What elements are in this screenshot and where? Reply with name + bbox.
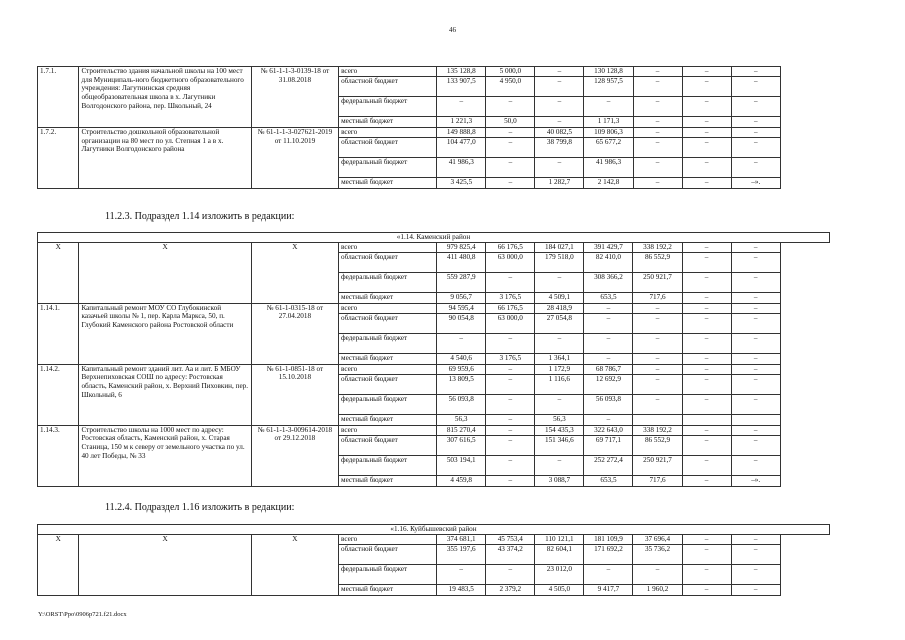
- amount-cell: 1 282,7: [535, 178, 584, 189]
- funding-source: всего: [339, 364, 437, 374]
- amount-cell: 86 552,9: [633, 252, 682, 272]
- amount-cell: 3 425,5: [437, 178, 486, 189]
- amount-cell: 250 921,7: [633, 272, 682, 292]
- table-row: [38, 534, 830, 544]
- amount-cell: 653,5: [584, 292, 633, 303]
- amount-cell: 69 959,6: [437, 364, 486, 374]
- amount-cell: –: [486, 333, 535, 353]
- amount-cell: –: [535, 67, 584, 77]
- budget-table-section-1-7: [37, 66, 830, 189]
- item-number: 1.14.2.: [38, 364, 79, 425]
- amount-cell: –: [731, 138, 780, 158]
- amount-cell: 338 192,2: [633, 425, 682, 435]
- amount-cell: –: [731, 425, 780, 435]
- funding-source: федеральный бюджет: [339, 394, 437, 414]
- amount-cell: –: [731, 97, 780, 117]
- amount-cell: 4 540,6: [437, 353, 486, 364]
- amount-cell: 56,3: [437, 414, 486, 425]
- amount-cell: 154 435,3: [535, 425, 584, 435]
- funding-source: местный бюджет: [339, 584, 437, 595]
- amount-cell: 9 056,7: [437, 292, 486, 303]
- funding-source: всего: [339, 303, 437, 313]
- amount-cell: 12 692,9: [584, 374, 633, 394]
- object-name: Строительство школы на 1000 мест по адресу: Ростовская область, Каменский район, х. Старая Станица, 150 м к северу от земельного участка по ул. 40 лет Победы, № 33: [79, 425, 251, 486]
- object-name: Х: [79, 534, 251, 595]
- amount-cell: 815 270,4: [437, 425, 486, 435]
- amount-cell: –: [486, 158, 535, 178]
- amount-cell: 4 459,8: [437, 475, 486, 486]
- amount-cell: –: [633, 117, 682, 128]
- amount-cell: –: [633, 128, 682, 138]
- amount-cell: 69 717,1: [584, 435, 633, 455]
- amount-cell: 56 093,8: [437, 394, 486, 414]
- funding-source: федеральный бюджет: [339, 158, 437, 178]
- amount-cell: 307 616,5: [437, 435, 486, 455]
- amount-cell: 374 681,1: [437, 534, 486, 544]
- amount-cell: 4 950,0: [486, 77, 535, 97]
- funding-source: федеральный бюджет: [339, 455, 437, 475]
- amount-cell: –: [731, 67, 780, 77]
- amount-cell: 1 364,1: [535, 353, 584, 364]
- amount-cell: 4 505,0: [535, 584, 584, 595]
- funding-source: всего: [339, 128, 437, 138]
- table-row: [38, 303, 830, 313]
- amount-cell: –: [486, 425, 535, 435]
- amount-cell: –: [682, 97, 731, 117]
- table-row: [38, 364, 830, 374]
- expertise-conclusion: Х: [251, 534, 338, 595]
- amount-cell: –: [535, 333, 584, 353]
- amount-cell: 135 128,8: [437, 67, 486, 77]
- amount-cell: –: [731, 128, 780, 138]
- funding-source: областной бюджет: [339, 138, 437, 158]
- amount-cell: –: [486, 128, 535, 138]
- amount-cell: –: [731, 374, 780, 394]
- amount-cell: 128 957,5: [584, 77, 633, 97]
- amount-cell: –: [682, 425, 731, 435]
- amount-cell: 653,5: [584, 475, 633, 486]
- amount-cell: 149 888,8: [437, 128, 486, 138]
- amount-cell: –: [682, 564, 731, 584]
- amount-cell: –: [486, 564, 535, 584]
- amount-cell: –: [682, 394, 731, 414]
- amount-cell: –: [682, 252, 731, 272]
- amount-cell: –: [633, 303, 682, 313]
- amount-cell: 109 806,3: [584, 128, 633, 138]
- amount-cell: –: [584, 333, 633, 353]
- amount-cell: –».: [731, 178, 780, 189]
- amount-cell: –: [633, 374, 682, 394]
- amount-cell: 717,6: [633, 292, 682, 303]
- amount-cell: –: [535, 394, 584, 414]
- amount-cell: 3 176,5: [486, 292, 535, 303]
- object-name: Строительство здания начальной школы на 100 мест для Муниципаль-ного бюджетного образовательного учреждения: Лагутнинская средняя общеобразовательная школа в х. Лагутники Волгодонского района, пер. Школьный, 24: [79, 67, 251, 128]
- object-name: Строительство дошкольной образовательной организации на 80 мест по ул. Степная 1 а в х. Лагутники Волгодонского района: [79, 128, 251, 189]
- amount-cell: –: [486, 414, 535, 425]
- funding-source: местный бюджет: [339, 292, 437, 303]
- amount-cell: 252 272,4: [584, 455, 633, 475]
- amount-cell: 179 518,0: [535, 252, 584, 272]
- amount-cell: 130 128,8: [584, 67, 633, 77]
- amount-cell: 1 171,3: [584, 117, 633, 128]
- amount-cell: –: [633, 138, 682, 158]
- amount-cell: –: [682, 303, 731, 313]
- amount-cell: –: [633, 313, 682, 333]
- budget-table-kamensky: [37, 232, 830, 487]
- amount-cell: –: [731, 292, 780, 303]
- district-title: «1.16. Куйбышевский район: [38, 525, 830, 535]
- amount-cell: 181 109,9: [584, 534, 633, 544]
- amount-cell: 151 346,6: [535, 435, 584, 455]
- amount-cell: 63 000,0: [486, 313, 535, 333]
- expertise-conclusion: № 61-1-1-3-027621-2019 от 11.10.2019: [251, 128, 338, 189]
- district-title: «1.14. Каменский район: [38, 233, 830, 243]
- amount-cell: –: [682, 117, 731, 128]
- amount-cell: 110 121,1: [535, 534, 584, 544]
- amount-cell: –: [682, 374, 731, 394]
- amount-cell: 322 643,0: [584, 425, 633, 435]
- amount-cell: –: [633, 364, 682, 374]
- amount-cell: –: [584, 97, 633, 117]
- amount-cell: 3 088,7: [535, 475, 584, 486]
- item-number: Х: [38, 534, 79, 595]
- amount-cell: –: [682, 138, 731, 158]
- amount-cell: –: [731, 394, 780, 414]
- amount-cell: –: [682, 313, 731, 333]
- amount-cell: 68 786,7: [584, 364, 633, 374]
- amount-cell: –: [731, 242, 780, 252]
- amount-cell: –: [682, 475, 731, 486]
- amount-cell: 559 287,9: [437, 272, 486, 292]
- item-number: 1.7.1.: [38, 67, 79, 128]
- amount-cell: 43 374,2: [486, 544, 535, 564]
- amount-cell: 63 000,0: [486, 252, 535, 272]
- amount-cell: 28 418,9: [535, 303, 584, 313]
- amount-cell: 104 477,0: [437, 138, 486, 158]
- page-number: 46: [449, 26, 456, 34]
- amount-cell: –: [682, 435, 731, 455]
- amount-cell: –: [584, 564, 633, 584]
- amount-cell: 184 027,1: [535, 242, 584, 252]
- funding-source: федеральный бюджет: [339, 97, 437, 117]
- funding-source: всего: [339, 425, 437, 435]
- amount-cell: –: [731, 435, 780, 455]
- amount-cell: 41 986,3: [584, 158, 633, 178]
- amount-cell: –: [535, 158, 584, 178]
- amount-cell: 56 093,8: [584, 394, 633, 414]
- amount-cell: –: [633, 394, 682, 414]
- amount-cell: –: [535, 117, 584, 128]
- expertise-conclusion: № 61-1-1-3-0139-18 от 31.08.2018: [251, 67, 338, 128]
- table-row: [38, 242, 830, 252]
- amount-cell: 308 366,2: [584, 272, 633, 292]
- amount-cell: 250 921,7: [633, 455, 682, 475]
- section-heading-1-16: 11.2.4. Подраздел 1.16 изложить в редакции:: [105, 502, 295, 513]
- amount-cell: [731, 414, 780, 425]
- amount-cell: –: [731, 303, 780, 313]
- amount-cell: 82 410,0: [584, 252, 633, 272]
- amount-cell: –: [486, 97, 535, 117]
- item-number: 1.7.2.: [38, 128, 79, 189]
- funding-source: всего: [339, 534, 437, 544]
- amount-cell: –: [682, 534, 731, 544]
- expertise-conclusion: № 61-1-1-3-009614-2018 от 29.12.2018: [251, 425, 338, 486]
- amount-cell: –: [486, 394, 535, 414]
- amount-cell: 66 176,5: [486, 303, 535, 313]
- amount-cell: 27 054,8: [535, 313, 584, 333]
- amount-cell: –: [731, 544, 780, 564]
- budget-table-kuibyshevsky: [37, 524, 830, 596]
- item-number: 1.14.3.: [38, 425, 79, 486]
- funding-source: местный бюджет: [339, 353, 437, 364]
- amount-cell: –: [731, 333, 780, 353]
- amount-cell: –: [731, 117, 780, 128]
- amount-cell: –: [731, 455, 780, 475]
- expertise-conclusion: № 61-1-0315-18 от 27.04.2018: [251, 303, 338, 364]
- amount-cell: 979 825,4: [437, 242, 486, 252]
- amount-cell: –: [633, 353, 682, 364]
- object-name: Х: [79, 242, 251, 303]
- amount-cell: 503 194,1: [437, 455, 486, 475]
- funding-source: федеральный бюджет: [339, 272, 437, 292]
- amount-cell: –: [437, 333, 486, 353]
- amount-cell: –: [731, 364, 780, 374]
- amount-cell: –: [682, 333, 731, 353]
- amount-cell: 133 907,5: [437, 77, 486, 97]
- amount-cell: –: [535, 455, 584, 475]
- amount-cell: –: [682, 292, 731, 303]
- table-row: [38, 67, 830, 77]
- funding-source: местный бюджет: [339, 414, 437, 425]
- amount-cell: 82 604,1: [535, 544, 584, 564]
- amount-cell: –: [486, 272, 535, 292]
- amount-cell: 717,6: [633, 475, 682, 486]
- amount-cell: –: [584, 313, 633, 333]
- amount-cell: –: [682, 544, 731, 564]
- amount-cell: –: [682, 178, 731, 189]
- item-number: 1.14.1.: [38, 303, 79, 364]
- amount-cell: –: [682, 67, 731, 77]
- amount-cell: 50,0: [486, 117, 535, 128]
- amount-cell: [633, 414, 682, 425]
- amount-cell: –: [731, 77, 780, 97]
- expertise-conclusion: № 61-1-0851-18 от 15.10.2018: [251, 364, 338, 425]
- amount-cell: 37 696,4: [633, 534, 682, 544]
- funding-source: местный бюджет: [339, 475, 437, 486]
- amount-cell: 338 192,2: [633, 242, 682, 252]
- object-name: Капитальный ремонт МОУ СО Глубокинской казачьей школы № 1, пер. Карла Маркса, 50, п. Глубокий Каменского района Ростовской области: [79, 303, 251, 364]
- amount-cell: –: [535, 97, 584, 117]
- amount-cell: 86 552,9: [633, 435, 682, 455]
- amount-cell: –: [682, 455, 731, 475]
- amount-cell: 1 172,9: [535, 364, 584, 374]
- table-row: [38, 128, 830, 138]
- file-path-footer: Y:\ORST\Ppo\0906p721.f21.docx: [38, 611, 127, 618]
- amount-cell: –: [731, 564, 780, 584]
- table-row: [38, 425, 830, 435]
- amount-cell: 411 480,8: [437, 252, 486, 272]
- section-heading-1-14: 11.2.3. Подраздел 1.14 изложить в редакции:: [105, 211, 295, 222]
- amount-cell: 5 000,0: [486, 67, 535, 77]
- amount-cell: –: [584, 303, 633, 313]
- amount-cell: –: [731, 584, 780, 595]
- amount-cell: [682, 414, 731, 425]
- amount-cell: 3 176,5: [486, 353, 535, 364]
- amount-cell: 1 221,3: [437, 117, 486, 128]
- amount-cell: 56,3: [535, 414, 584, 425]
- amount-cell: –: [486, 374, 535, 394]
- amount-cell: –: [682, 158, 731, 178]
- amount-cell: 45 753,4: [486, 534, 535, 544]
- amount-cell: –: [731, 534, 780, 544]
- amount-cell: –: [486, 455, 535, 475]
- amount-cell: –: [731, 158, 780, 178]
- funding-source: местный бюджет: [339, 178, 437, 189]
- amount-cell: 65 677,2: [584, 138, 633, 158]
- table-title-row: [38, 525, 830, 535]
- funding-source: федеральный бюджет: [339, 333, 437, 353]
- funding-source: федеральный бюджет: [339, 564, 437, 584]
- amount-cell: 4 509,1: [535, 292, 584, 303]
- amount-cell: –: [682, 353, 731, 364]
- amount-cell: –: [633, 67, 682, 77]
- amount-cell: –: [682, 364, 731, 374]
- amount-cell: 19 483,5: [437, 584, 486, 595]
- amount-cell: 90 054,8: [437, 313, 486, 333]
- item-number: Х: [38, 242, 79, 303]
- amount-cell: 1 116,6: [535, 374, 584, 394]
- amount-cell: 66 176,5: [486, 242, 535, 252]
- amount-cell: –: [682, 128, 731, 138]
- amount-cell: 355 197,6: [437, 544, 486, 564]
- amount-cell: –: [486, 435, 535, 455]
- amount-cell: 391 429,7: [584, 242, 633, 252]
- amount-cell: –: [731, 313, 780, 333]
- expertise-conclusion: Х: [251, 242, 338, 303]
- amount-cell: –: [682, 242, 731, 252]
- amount-cell: 23 012,0: [535, 564, 584, 584]
- amount-cell: 41 986,3: [437, 158, 486, 178]
- amount-cell: 2 142,8: [584, 178, 633, 189]
- funding-source: областной бюджет: [339, 77, 437, 97]
- amount-cell: 38 799,8: [535, 138, 584, 158]
- amount-cell: –: [633, 333, 682, 353]
- amount-cell: –: [584, 353, 633, 364]
- funding-source: областной бюджет: [339, 544, 437, 564]
- funding-source: областной бюджет: [339, 313, 437, 333]
- amount-cell: –: [633, 97, 682, 117]
- funding-source: областной бюджет: [339, 252, 437, 272]
- amount-cell: –: [437, 564, 486, 584]
- amount-cell: 35 736,2: [633, 544, 682, 564]
- amount-cell: –: [731, 353, 780, 364]
- amount-cell: –: [633, 158, 682, 178]
- funding-source: всего: [339, 67, 437, 77]
- amount-cell: –: [486, 178, 535, 189]
- amount-cell: 1 960,2: [633, 584, 682, 595]
- amount-cell: –: [486, 364, 535, 374]
- amount-cell: 2 379,2: [486, 584, 535, 595]
- amount-cell: –: [682, 77, 731, 97]
- amount-cell: –: [633, 77, 682, 97]
- funding-source: всего: [339, 242, 437, 252]
- amount-cell: –: [535, 272, 584, 292]
- amount-cell: –: [682, 584, 731, 595]
- amount-cell: –: [731, 272, 780, 292]
- funding-source: областной бюджет: [339, 374, 437, 394]
- funding-source: местный бюджет: [339, 117, 437, 128]
- object-name: Капитальный ремонт зданий лит. Аа и лит. Б МБОУ Верхнепиховская СОШ по адресу: Ростовская область, Каменский район, х. Верхний Пиховкин, пер. Школьный, 6: [79, 364, 251, 425]
- amount-cell: 13 809,5: [437, 374, 486, 394]
- amount-cell: –: [486, 138, 535, 158]
- amount-cell: 94 595,4: [437, 303, 486, 313]
- amount-cell: –: [535, 77, 584, 97]
- amount-cell: –: [486, 475, 535, 486]
- amount-cell: –: [682, 272, 731, 292]
- amount-cell: –: [633, 564, 682, 584]
- amount-cell: –: [437, 97, 486, 117]
- table-title-row: [38, 233, 830, 243]
- funding-source: областной бюджет: [339, 435, 437, 455]
- amount-cell: –: [633, 178, 682, 189]
- amount-cell: 9 417,7: [584, 584, 633, 595]
- amount-cell: –».: [731, 475, 780, 486]
- amount-cell: –: [731, 252, 780, 272]
- amount-cell: –: [584, 414, 633, 425]
- amount-cell: 40 082,5: [535, 128, 584, 138]
- amount-cell: 171 692,2: [584, 544, 633, 564]
